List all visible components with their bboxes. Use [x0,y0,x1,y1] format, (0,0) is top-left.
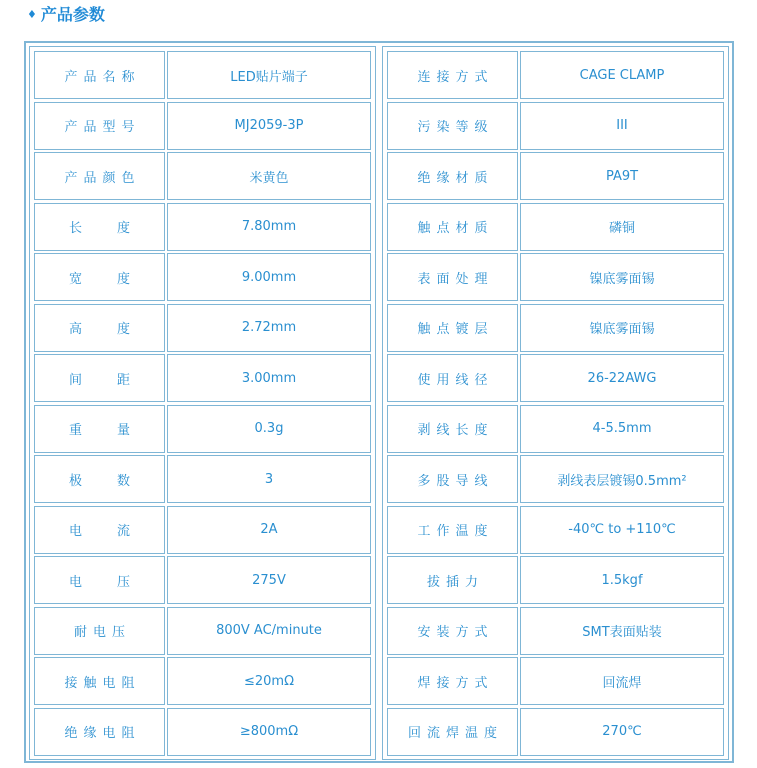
param-value: 800V AC/minute [167,607,371,655]
param-label-part: 量 [116,423,130,438]
param-row [34,455,371,505]
section-title-text: 产品参数 [40,5,105,24]
param-row [34,657,371,707]
param-row [387,253,724,303]
param-row [34,51,371,101]
param-value: 7.80mm [167,203,371,251]
param-value: 剥线表层镀锡0.5mm² [520,455,724,503]
param-row [34,506,371,556]
param-value: ≥800mΩ [167,708,371,756]
param-value: 275V [167,556,371,604]
param-value: 1.5kgf [520,556,724,604]
param-value: SMT表面贴装 [520,607,724,655]
param-label: 产品颜色 [34,152,165,200]
param-value: -40℃ to +110℃ [520,506,724,554]
param-label: 安装方式 [387,607,518,655]
param-label: 绝缘电阻 [34,708,165,756]
param-label [34,506,165,554]
param-label: 连接方式 [387,51,518,99]
param-row [34,354,371,404]
param-label [34,354,165,402]
param-label [34,556,165,604]
section-title [27,4,105,26]
param-row [34,405,371,455]
param-row [387,455,724,505]
param-row [387,708,724,758]
params-panel-right [382,46,729,760]
param-row [387,102,724,152]
param-value: 3 [167,455,371,503]
param-label: 多股导线 [387,455,518,503]
param-value: 镍底雾面锡 [520,304,724,352]
param-value: 磷铜 [520,203,724,251]
param-label: 绝缘材质 [387,152,518,200]
param-label-part: 度 [116,322,130,337]
param-row [387,556,724,606]
param-label: 产品型号 [34,102,165,150]
param-value: III [520,102,724,150]
param-label-part: 度 [116,221,130,236]
param-value: LED贴片端子 [167,51,371,99]
param-value: 镍底雾面锡 [520,253,724,301]
param-value: 2A [167,506,371,554]
param-value: 4-5.5mm [520,405,724,453]
param-row [387,203,724,253]
param-row [34,102,371,152]
param-row [387,152,724,202]
param-row [387,405,724,455]
diamond-bullet-icon: ♦ [27,8,37,21]
param-label-part: 长 [69,221,83,236]
param-label: 剥线长度 [387,405,518,453]
param-label-part: 间 [69,372,83,388]
param-value: 3.00mm [167,354,371,402]
param-row [34,203,371,253]
param-label: 工作温度 [387,506,518,554]
param-value: MJ2059-3P [167,102,371,150]
param-label-part: 压 [116,574,130,590]
param-value: PA9T [520,152,724,200]
param-label: 耐电压 [34,607,165,655]
param-value: 2.72mm [167,304,371,352]
param-label [34,304,165,352]
param-value: CAGE CLAMP [520,51,724,99]
param-label-part: 度 [116,271,130,287]
param-label-part: 宽 [69,271,83,287]
params-panel-left [29,46,376,760]
param-row [387,354,724,404]
param-label: 触点镀层 [387,304,518,352]
param-label: 触点材质 [387,203,518,251]
param-label-part: 重 [69,423,83,438]
param-label [34,253,165,301]
param-row [34,304,371,354]
param-row [34,152,371,202]
param-row [34,253,371,303]
param-label: 污染等级 [387,102,518,150]
param-value: 米黄色 [167,152,371,200]
param-label-part: 电 [69,574,83,590]
param-value: 0.3g [167,405,371,453]
param-value: 270℃ [520,708,724,756]
param-label [34,203,165,251]
param-label: 接触电阻 [34,657,165,705]
param-label-part: 数 [116,473,130,489]
param-row [34,708,371,758]
param-row [387,657,724,707]
param-label: 回流焊温度 [387,708,518,756]
param-row [34,556,371,606]
param-row [387,607,724,657]
param-label: 使用线径 [387,354,518,402]
param-row [387,51,724,101]
param-label: 焊接方式 [387,657,518,705]
param-label: 表面处理 [387,253,518,301]
param-value: 回流焊 [520,657,724,705]
param-label [34,405,165,453]
param-value: ≤20mΩ [167,657,371,705]
param-label-part: 电 [69,524,83,539]
param-row [387,304,724,354]
param-value: 26-22AWG [520,354,724,402]
param-label: 拔插力 [387,556,518,604]
params-table [24,41,734,763]
param-label-part: 流 [116,524,130,539]
param-label-part: 极 [69,473,83,489]
param-label [34,455,165,503]
param-value: 9.00mm [167,253,371,301]
param-row [34,607,371,657]
param-label-part: 距 [116,372,130,388]
param-row [387,506,724,556]
param-label: 产品名称 [34,51,165,99]
param-label-part: 高 [69,322,83,337]
